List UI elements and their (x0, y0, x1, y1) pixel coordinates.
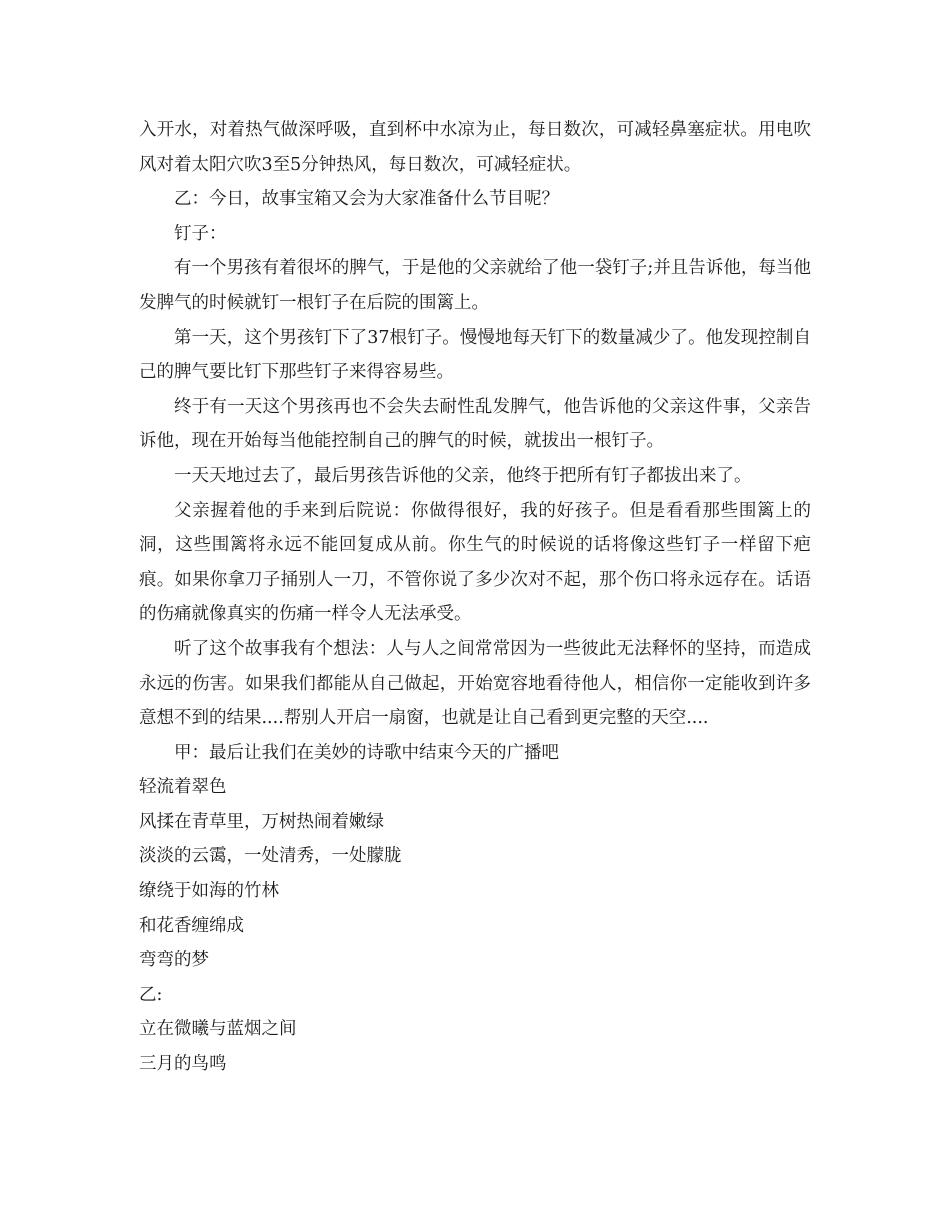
reflection-paragraph: 听了这个故事我有个想法：人与人之间常常因为一些彼此无法释怀的坚持，而造成永远的伤害。如果我们都能从自己做起，开始宽容地看待他人，相信你一定能收到许多意想不到的结果....帮别人开启一扇窗，也就是让自己看到更完整的天空.... (139, 638, 811, 729)
story-paragraph: 第一天，这个男孩钉下了37根钉子。慢慢地每天钉下的数量减少了。他发现控制自己的脾气要比钉下那些钉子来得容易些。 (139, 327, 811, 383)
poem-line: 和花香缠绵成 (139, 915, 244, 936)
poem-speaker-yi: 乙: (139, 984, 163, 1005)
story-paragraph: 终于有一天这个男孩再也不会失去耐性乱发脾气，他告诉他的父亲这件事，父亲告诉他，现在开始每当他能控制自己的脾气的时候，就拔出一根钉子。 (139, 396, 811, 452)
story-paragraph: 父亲握着他的手来到后院说：你做得很好，我的好孩子。但是看看那些围篱上的洞，这些围篱将永远不能回复成从前。你生气的时候说的话将像这些钉子一样留下疤痕。如果你拿刀子捅别人一刀，不管你说了多少次对不起，那个伤口将永远存在。话语的伤痛就像真实的伤痛一样令人无法承受。 (139, 500, 811, 625)
poem-line: 轻流着翠色 (139, 777, 227, 798)
dialogue-line-yi: 乙：今日，故事宝箱又会为大家准备什么节目呢？ (174, 189, 559, 210)
dialogue-line-jia: 甲：最后让我们在美妙的诗歌中结束今天的广播吧 (174, 742, 559, 763)
poem-line: 立在微曦与蓝烟之间 (139, 1019, 297, 1040)
story-paragraph: 有一个男孩有着很坏的脾气，于是他的父亲就给了他一袋钉子;并且告诉他，每当他发脾气的时候就钉一根钉子在后院的围篱上。 (139, 258, 811, 313)
paragraph-remedy-continued: 入开水，对着热气做深呼吸，直到杯中水凉为止，每日数次，可减轻鼻塞症状。用电吹风对着太阳穴吹3至5分钟热风，每日数次，可减轻症状。 (139, 120, 811, 175)
document-body (139, 113, 811, 1082)
poem-line: 三月的鸟鸣 (139, 1054, 227, 1075)
poem-line: 淡淡的云霭，一处清秀，一处朦胧 (139, 846, 402, 867)
poem-line: 弯弯的梦 (139, 950, 209, 971)
poem-line: 缭绕于如海的竹林 (139, 881, 279, 902)
story-title: 钉子： (174, 223, 227, 244)
poem-line: 风揉在青草里，万树热闹着嫩绿 (139, 811, 384, 832)
story-paragraph: 一天天地过去了，最后男孩告诉他的父亲，他终于把所有钉子都拔出来了。 (174, 465, 752, 486)
